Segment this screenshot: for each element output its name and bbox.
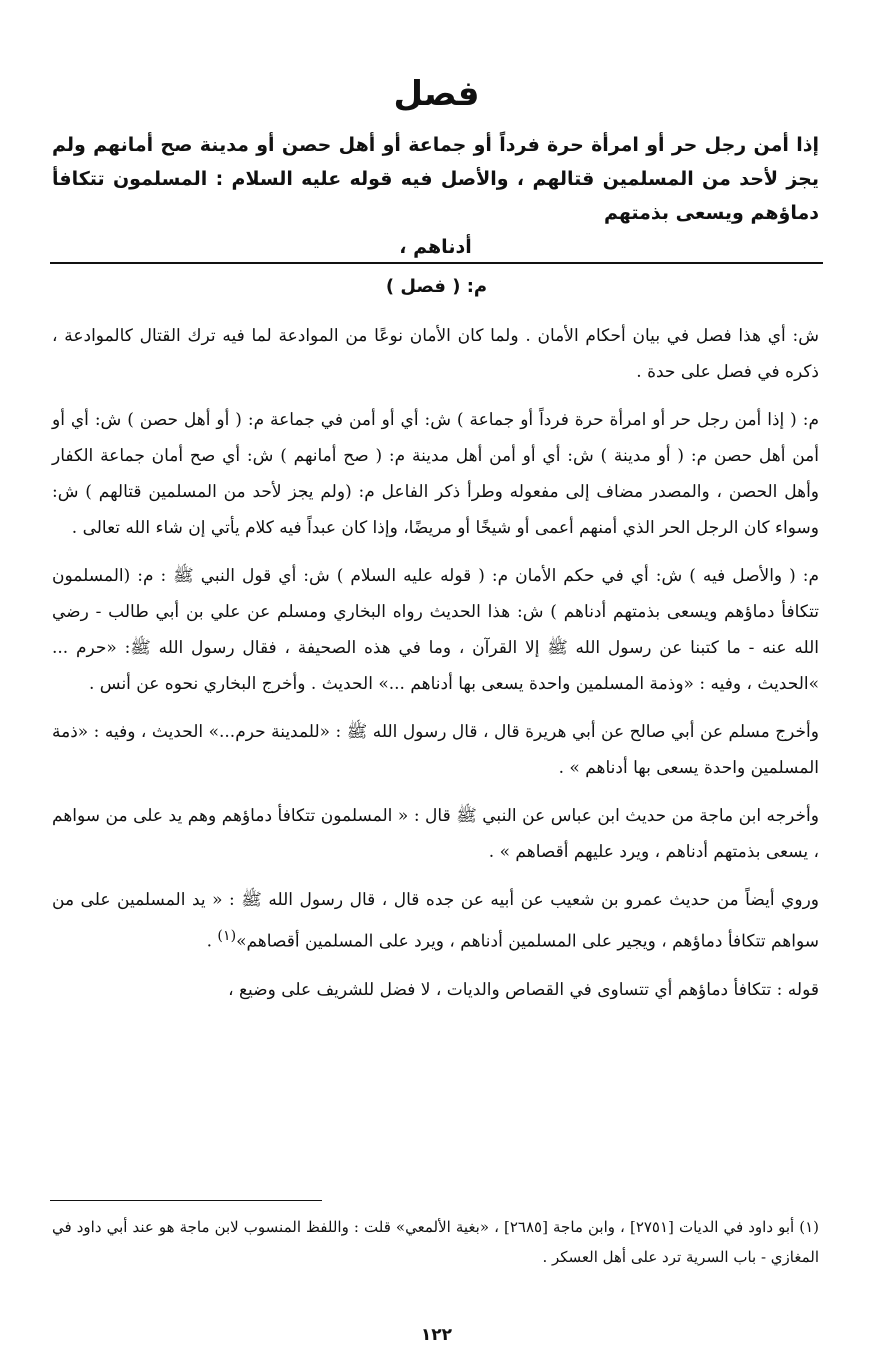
paragraph-6-text: وروي أيضاً من حديث عمرو بن شعيب عن أبيه عن جده قال ، قال رسول الله ﷺ : « يد المسلمين على من سواهم تتكافأ دماؤهم ، ويجير على المسلمين أدناهم ، ويرد على المسلمين أقصاهم»	[52, 890, 819, 952]
paragraph-6: وروي أيضاً من حديث عمرو بن شعيب عن أبيه عن جده قال ، قال رسول الله ﷺ : « يد المسلمين على من سواهم تتكافأ دماؤهم ، ويجير على المسلمين أدناهم ، ويرد على المسلمين أقصاهم»$^{(١)}$ .	[52, 890, 819, 952]
footnote-marker: (١)	[217, 928, 237, 944]
matn-text	[52, 128, 819, 264]
paragraph-5: وأخرجه ابن ماجة من حديث ابن عباس عن النبي ﷺ قال : « المسلمون تتكافأ دماؤهم وهم يد على من سواهم ، يسعى بذمتهم أدناهم ، ويرد عليهم أقصاهم » .	[52, 806, 819, 862]
paragraph-3: م: ( والأصل فيه ) ش: أي في حكم الأمان م: ( قوله عليه السلام ) ش: أي قول النبي ﷺ : م: (المسلمون تتكافأ دماؤهم ويسعى بذمتهم أدناهم ) ش: هذا الحديث رواه البخاري ومسلم عن علي بن أبي طالب - رضي الله عنه - ما كتبنا عن رسول الله ﷺ إلا القرآن ، وما في هذه الصحيفة ، فقال رسول الله ﷺ: «حرم ... »الحديث ، وفيه : «وذمة المسلمين واحدة يسعى بها أدناهم ...» الحديث . وأخرج البخاري نحوه عن أنس .	[52, 566, 819, 694]
matn-main: إذا أمن رجل حر أو امرأة حرة فرداً أو جماعة أو أهل حصن أو مدينة صح أمانهم ولم يجز لأحد من المسلمين قتالهم ، والأصل فيه قوله عليه السلام : المسلمون تتكافأ دماؤهم ويسعى بذمتهم	[52, 134, 819, 224]
paragraph-2: م: ( إذا أمن رجل حر أو امرأة حرة فرداً أو جماعة ) ش: أي أو أمن في جماعة م: ( أو أهل حصن ) ش: أي أو أمن أهل حصن م: ( أو مدينة ) ش: أي أو أمن أهل مدينة م: ( صح أمانهم ) ش: أي صح أمان جماعة الكفار وأهل الحصن ، والمصدر مضاف إلى مفعوله وطرأ ذكر الفاعل م: (ولم يجز لأحد من المسلمين قتالهم ) ش: وسواء كان الرجل الحر الذي أمنهم أعمى أو شيخًا أو مريضًا، وإذا كان عبداً فيه كلام يأتي إن شاء الله تعالى .	[52, 410, 819, 538]
footnote: (١) أبو داود في الديات [٢٧٥١] ، وابن ماجة [٢٦٨٥] ، «بغية الألمعي» قلت : واللفظ المنسوب لابن ماجة هو عند أبي داود في المغازي - باب السرية ترد على أهل العسكر .	[52, 1218, 819, 1266]
chapter-title: فصل	[393, 74, 480, 114]
paragraph-7: قوله : تتكافأ دماؤهم أي تتساوى في القصاص والديات ، لا فضل للشريف على وضيع ،	[228, 979, 819, 1000]
sharh-heading: م: ( فصل )	[385, 276, 488, 297]
paragraph-4: وأخرج مسلم عن أبي صالح عن أبي هريرة قال ، قال رسول الله ﷺ : «للمدينة حرم...» الحديث ، وفيه : «ذمة المسلمين واحدة يسعى بها أدناهم » .	[52, 722, 819, 778]
page-number: ١٢٢	[420, 1325, 453, 1345]
paragraph-1: ش: أي هذا فصل في بيان أحكام الأمان . ولما كان الأمان نوعًا من الموادعة لما فيه ترك القتال كالموادعة ، ذكره في فصل على حدة .	[52, 326, 819, 382]
sharh-body	[52, 318, 819, 1020]
footnote-divider	[50, 1200, 322, 1201]
matn-divider	[50, 262, 823, 264]
matn-last-line: أدناهم ،	[399, 236, 472, 258]
